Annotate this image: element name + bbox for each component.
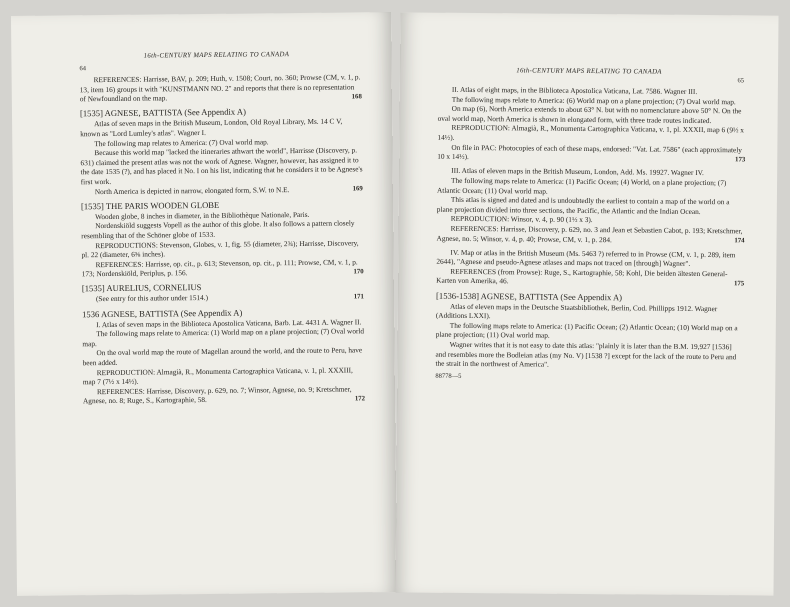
entry-171 [82, 281, 364, 305]
entry-number: 171 [353, 293, 364, 301]
entries-column [435, 85, 746, 382]
entry-number: 169 [352, 185, 363, 193]
entry-text: Atlas of seven maps in the British Museum, London, Old Royal Library, Ms. 14 C V, known as "Lord Lumley's atlas". Wagner I. [80, 116, 343, 139]
entry-text: The following map relates to America: (7) Oval world map. [94, 136, 269, 148]
running-head: 16th-CENTURY MAPS RELATING TO CANADA [143, 51, 290, 60]
entry-text: REFERENCES: Harrisse, Discovery, p. 629, no. 3 and Jean et Sebastien Cabot, p. 193; Kretschmer, Agnese, no. 5; Winsor, v. 4, p. 40; Prowse, CM, v. 1, p. 284. [436, 223, 743, 244]
entry-text: IV. Map or atlas in the British Museum (Ms. 5463 ?) referred to in Prowse (CM, v. 1, p. 289, item 2644), "Agnese and pseudo-Agnese atlases and maps not traced on [through] Wagner". [436, 247, 736, 269]
entry-170 [81, 198, 364, 280]
entry-text: The following maps relate to America: (6) World map on a plane projection; (7) Oval world map. [451, 94, 736, 106]
entry-heading: [1536-1538] AGNESE, BATTISTA (See Appendix A) [436, 290, 623, 302]
entry-text: Because this world map "lacked the itineraries athwart the world", Harrisse (Discovery, p. 631) claimed the present atlas was not the work of Agnese. Wagner, however, has assigned it to the date 1535 (?), and has placed it No. I on his list, indicating that he considers it to be Agnese's first work. [80, 145, 363, 187]
entry-text: REFERENCES (from Prowse): Ruge, S., Kartographie, 58; Kohl, Die beiden ältesten General-Karten von Amerika, 46. [436, 266, 728, 286]
entry-text: On the oval world map the route of Magellan around the world, and the route to Peru, have been added. [82, 345, 363, 368]
entry-text: I. Atlas of seven maps in the Biblioteca Apostolica Vaticana, Barb. Lat. 4431 A. Wagner II. [96, 317, 362, 329]
entry-176 [435, 290, 744, 371]
entry-number: 172 [354, 395, 366, 403]
entry-text: The following maps relate to America: (1) Pacific Ocean; (4) World, on a plane projection; (7) Atlantic Ocean; (11) Oval world map. [436, 175, 727, 196]
entry-text: Atlas of eleven maps in the Deutsche Staatsbibliothek, Berlin, Cod. Phillipps 1912. Wagner (Additions LXXI). [435, 301, 718, 321]
page-number: 64 [79, 65, 87, 73]
entry-text: REPRODUCTION: Winsor, v. 4, p. 90 (1½ x 3). [450, 214, 593, 225]
right-page [395, 12, 778, 595]
entry-text: (See entry for this author under 1514.) [95, 293, 209, 304]
entry-text: The following maps relate to America: (1) Pacific Ocean; (2) Atlantic Ocean; (10) World map on a plane projection; (11) Oval world map. [435, 320, 738, 341]
entry-text: REPRODUCTION: Almagià, R., Monumenta Cartographica Vaticana, v. 1, pl. XXXII, map 6 (9½ x 14½). [437, 123, 744, 142]
entry-text: On map (6), North America extends to about 63° N. but with no nomenclature above 50° N. On the oval world map, North America is shown in elongated form, with three trade routes indicated. [437, 103, 742, 125]
entry-text: Wooden globe, 8 inches in diameter, in the Bibliothèque Nationale, Paris. [95, 209, 310, 221]
entry-168 [80, 72, 362, 104]
entry-172 [82, 306, 365, 407]
entry-text: REFERENCES: Harrisse, Discovery, p. 629, no. 7; Winsor, Agnese, no. 9; Kretschmer, Agnese, no. 8; Ruge, S., Kartographie, 58. [82, 384, 352, 406]
entry-number: 173 [735, 156, 746, 164]
entry-text: II. Atlas of eight maps, in the Biblioteca Apostolica Vaticana, Lat. 7586. Wagner III. [451, 84, 698, 96]
entry-heading: 1536 AGNESE, BATTISTA (See Appendix A) [82, 307, 243, 319]
entry-text: This atlas is signed and dated and is undoubtedly the earliest to contain a map of the world on a plane projection divided into three sections, the Pacific, the Atlantic and the Indian Ocean. [436, 194, 730, 216]
entry-169 [80, 106, 363, 197]
entry-text: REPRODUCTIONS: Stevenson, Globes, v. 1, fig. 55 (diameter, 2¾); Harrisse, Discovery, pl. 22 (diameter, 6⅝ inches). [81, 237, 359, 260]
entry-text: North America is depicted in narrow, elongated form, S.W. to N.E. [94, 184, 290, 196]
entry-text: REFERENCES: Harrisse, op. cit., p. 613; Stevenson, op. cit., p. 111; Prowse, CM, v. 1, p. 173; Nordenskiöld, Periplus, p. 156. [81, 257, 358, 279]
entry-text: Wagner writes that it is not easy to date this atlas: "plainly it is later than the B.M. 19,927 [1536] and resembles more the Bodleian atlas (my No. V) [1538 ?] except for the lack of the route to Peru and the strait in the northwest of America". [435, 339, 737, 369]
entries-column [80, 72, 365, 411]
entry-text: REFERENCES: Harrisse, BAV, p. 209; Huth, v. 1508; Court, no. 360; Prowse (CM, v. 1, p. 13, item 16) groups it with "KUNSTMANN NO. 2" and reports that there is no representation of Newfoundland on the map. [79, 72, 361, 104]
entry-175 [436, 247, 744, 289]
entry-text: III. Atlas of eleven maps in the British Museum, London, Add. Ms. 19927. Wagner IV. [451, 166, 704, 178]
page-number: 65 [737, 77, 744, 85]
entry-number: 175 [733, 280, 745, 288]
left-page [11, 12, 397, 596]
entry-number: 174 [734, 237, 745, 245]
entry-text: Nordenskiöld suggests Vopell as the author of this globe. It also follows a pattern closely resembling that of the Schöner globe of 1533. [81, 218, 355, 241]
entry-text: On file in PAC: Photocopies of each of these maps, endorsed: "Vat. Lat. 7586" (each approximately 10 x 14½). [437, 142, 743, 162]
entry-number: 170 [353, 268, 364, 276]
entry-heading: [1535] AURELIUS, CORNELIUS [81, 282, 202, 294]
entry-173 [437, 85, 746, 165]
entry-heading: [1535] AGNESE, BATTISTA (See Appendix A) [79, 106, 246, 119]
entry-number: 168 [351, 93, 362, 101]
entry-text: The following maps relate to America: (1) World map on a plane projection; (7) Oval world map. [82, 326, 365, 349]
entry-text: REPRODUCTION: Almagià, R., Monumenta Cartographica Vaticana, v. 1, pl. XXXIII, map 7 (7½ x 14½). [82, 365, 353, 387]
entry-174 [437, 166, 746, 246]
catalog-code: 88778—5 [435, 372, 462, 380]
running-head: 16th-CENTURY MAPS RELATING TO CANADA [516, 67, 662, 76]
entry-heading: [1535] THE PARIS WOODEN GLOBE [80, 199, 220, 212]
